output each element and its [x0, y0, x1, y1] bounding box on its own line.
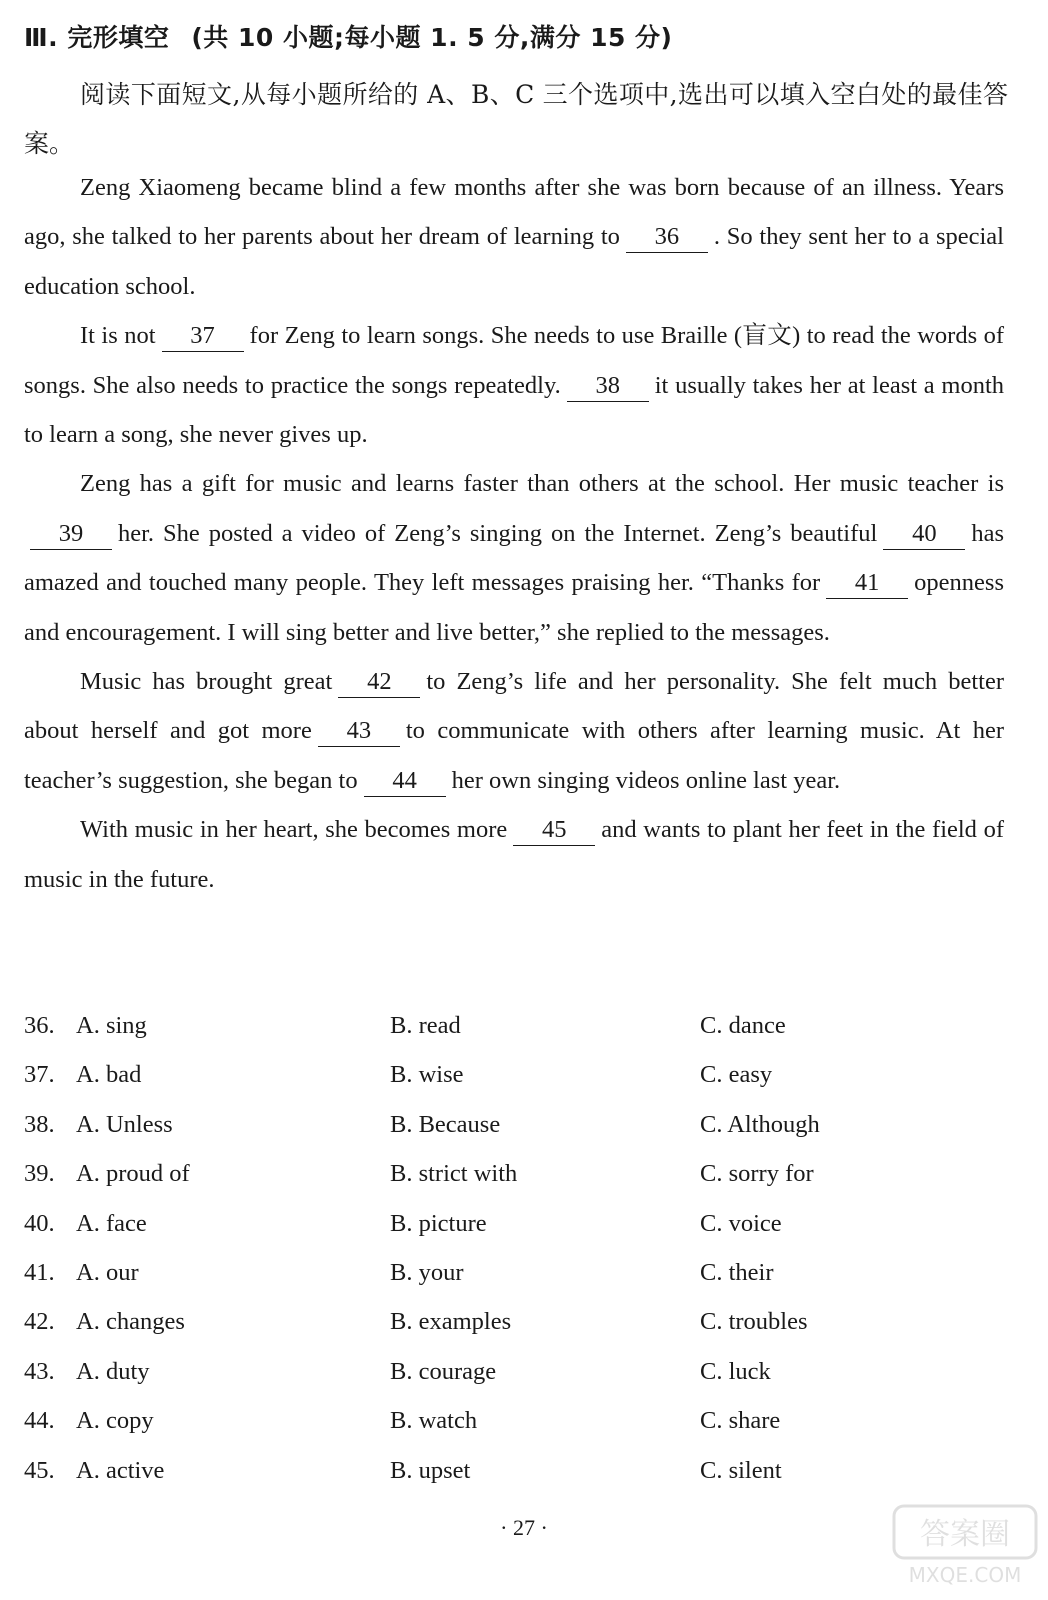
- question-row: [24, 1446, 1004, 1495]
- question-row: [24, 1100, 1004, 1149]
- passage-text: . So they sent her to a special education school.: [24, 223, 1004, 300]
- option-c: C. luck: [700, 1357, 771, 1385]
- blank-36: 36: [626, 222, 708, 253]
- option-c: C. silent: [700, 1456, 782, 1484]
- passage-text: Zeng has a gift for music and learns faster than others at the school. Her music teacher is: [80, 470, 1004, 498]
- question-number: 43.: [24, 1357, 55, 1385]
- passage-text: her. She posted a video of Zeng’s singing on the Internet. Zeng’s beautiful: [118, 519, 878, 547]
- question-number: 44.: [24, 1407, 55, 1435]
- passage-text: it usually takes her at least a month to learn a song, she never gives up.: [24, 371, 1005, 449]
- blank-39: 39: [30, 519, 112, 550]
- passage-text: has amazed and touched many people. They left messages praising her. “Thanks for: [24, 519, 1004, 597]
- option-b: B. watch: [390, 1407, 478, 1435]
- option-b: B. examples: [390, 1308, 512, 1336]
- question-row: [24, 1050, 1004, 1099]
- passage-paragraph: [24, 657, 1004, 805]
- option-a: A. duty: [76, 1357, 150, 1385]
- passage-paragraph: [24, 459, 1004, 657]
- blank-40: 40: [883, 519, 965, 550]
- passage-text: and wants to plant her feet in the field of music in the future.: [24, 816, 1004, 893]
- question-number: 37.: [24, 1061, 55, 1089]
- option-c: C. troubles: [700, 1308, 808, 1336]
- section-scoring: (共 10 小题;每小题 1. 5 分,满分 15 分): [191, 23, 673, 52]
- question-number: 38.: [24, 1110, 55, 1138]
- blank-41: 41: [826, 568, 908, 599]
- option-b: B. wise: [390, 1061, 464, 1089]
- option-c: C. share: [700, 1407, 781, 1435]
- question-row: [24, 1248, 1004, 1297]
- option-a: A. face: [76, 1209, 147, 1237]
- question-row: [24, 1396, 1004, 1445]
- question-number: 40.: [24, 1209, 55, 1237]
- question-number: 41.: [24, 1258, 55, 1286]
- cloze-passage: [24, 163, 1004, 904]
- option-b: B. Because: [390, 1110, 501, 1138]
- option-b: B. picture: [390, 1209, 487, 1237]
- question-row: [24, 1199, 1004, 1248]
- svg-text:答案圈: 答案圈: [920, 1517, 1010, 1552]
- blank-42: 42: [338, 667, 420, 698]
- passage-paragraph: [24, 311, 1004, 459]
- passage-paragraph: [24, 163, 1004, 311]
- question-number: 36.: [24, 1012, 55, 1039]
- blank-43: 43: [318, 716, 400, 747]
- passage-text: With music in her heart, she becomes more: [80, 816, 508, 844]
- section-heading: [24, 18, 672, 54]
- option-a: A. sing: [76, 1012, 147, 1039]
- option-b: B. upset: [390, 1456, 471, 1484]
- question-number: 42.: [24, 1308, 55, 1336]
- question-number: 39.: [24, 1160, 55, 1188]
- option-c: C. voice: [700, 1209, 782, 1237]
- watermark-icon: [890, 1500, 1040, 1590]
- passage-text: It is not: [80, 322, 156, 350]
- passage-text: Zeng Xiaomeng became blind a few months after she was born because of an illness. Years ago, she talked to her parents about her dream of learning to: [24, 174, 1004, 251]
- question-row: [24, 1149, 1004, 1198]
- option-c: C. Although: [700, 1110, 820, 1138]
- question-number: 45.: [24, 1456, 55, 1484]
- option-a: A. active: [76, 1456, 165, 1484]
- passage-text: to Zeng’s life and her personality. She felt much better about herself and got more: [24, 668, 1004, 745]
- passage-text: for Zeng to learn songs. She needs to use Braille (盲文) to read the words of songs. She also needs to practice the songs repeatedly.: [24, 322, 1004, 399]
- passage-text: to communicate with others after learning music. At her teacher’s suggestion, she began to: [24, 717, 1004, 794]
- passage-text: Music has brought great: [80, 668, 333, 696]
- passage-paragraph: [24, 805, 1004, 904]
- question-row: [24, 1001, 1004, 1050]
- option-a: A. Unless: [76, 1110, 173, 1138]
- option-c: C. sorry for: [700, 1160, 814, 1188]
- passage-text: her own singing videos online last year.: [451, 766, 841, 794]
- blank-45: 45: [513, 815, 595, 846]
- blank-44: 44: [364, 766, 446, 797]
- section-title: Ⅲ. 完形填空: [24, 23, 170, 52]
- instruction-text: 阅读下面短文,从每小题所给的 A、B、C 三个选项中,选出可以填入空白处的最佳答案。: [24, 80, 1008, 158]
- option-a: A. our: [76, 1258, 139, 1286]
- option-a: A. copy: [76, 1407, 154, 1435]
- option-c: C. their: [700, 1258, 774, 1286]
- option-b: B. your: [390, 1258, 464, 1286]
- option-a: A. changes: [76, 1308, 185, 1336]
- blank-38: 38: [567, 371, 649, 402]
- option-c: C. easy: [700, 1061, 773, 1089]
- passage-text: openness and encouragement. I will sing better and live better,” she replied to the messages.: [24, 569, 1004, 646]
- option-b: B. courage: [390, 1357, 497, 1385]
- option-a: A. bad: [76, 1061, 142, 1089]
- option-c: C. dance: [700, 1012, 786, 1039]
- question-row: [24, 1297, 1004, 1346]
- question-row: [24, 1347, 1004, 1396]
- option-b: B. strict with: [390, 1160, 518, 1188]
- answer-options: [24, 1001, 1004, 1495]
- svg-text:MXQE.COM: MXQE.COM: [908, 1563, 1022, 1587]
- option-a: A. proud of: [76, 1160, 190, 1188]
- page-number: · 27 ·: [500, 1515, 548, 1540]
- option-b: B. read: [390, 1012, 461, 1039]
- watermark-logo: [890, 1500, 1040, 1590]
- blank-37: 37: [162, 321, 244, 352]
